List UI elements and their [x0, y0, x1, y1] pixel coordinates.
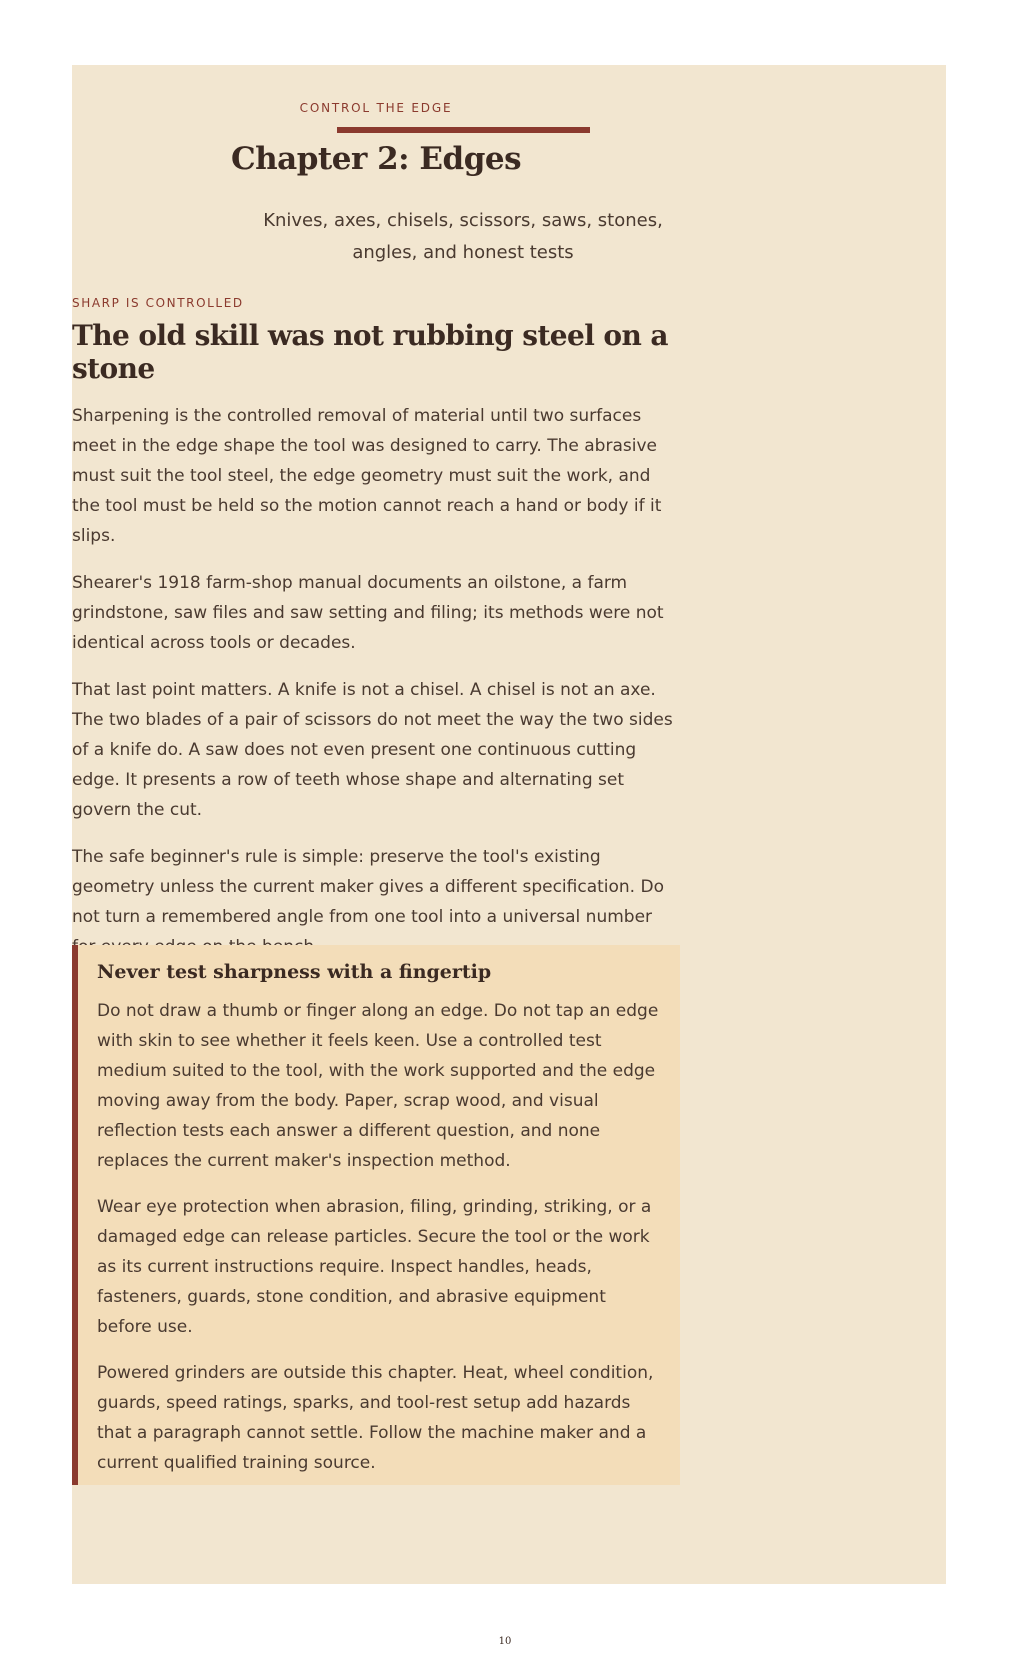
callout-paragraph: Powered grinders are outside this chapter. Heat, wheel condition, guards, speed ratings, sparks, and tool-rest setup add hazards that a paragraph cannot settle. Follow the machine maker and a current qualified training source. — [97, 1363, 654, 1473]
body-paragraph: Shearer's 1918 farm-shop manual documents an oilstone, a farm grindstone, saw files and saw setting and filing; its methods were not identical across tools or decades. — [72, 573, 664, 653]
chapter-kicker: CONTROL THE EDGE — [299, 101, 453, 115]
body-paragraph: Sharpening is the controlled removal of material until two surfaces meet in the edge shape the tool was designed to carry. The abrasive must suit the tool steel, the edge geometry must suit the work, and the tool must be held so the motion cannot reach a hand or body if it slips. — [72, 406, 662, 546]
section-kicker: SHARP IS CONTROLLED — [72, 296, 244, 310]
callout-paragraph: Do not draw a thumb or finger along an edge. Do not tap an edge with skin to see whether it feels keen. Use a controlled test medium suited to the tool, with the work supported and the edge moving away from the body. Paper, scrap wood, and visual reflection tests each answer a different question, and none replaces the current maker's inspection method. — [97, 1001, 659, 1171]
body-paragraph: The safe beginner's rule is simple: preserve the tool's existing geometry unless the current maker gives a different specification. Do not turn a remembered angle from one tool into a universal number — [72, 847, 664, 927]
page-number: 10 — [498, 1636, 512, 1647]
chapter-subtitle: Knives, axes, chisels, scissors, saws, stones, angles, and honest tests — [263, 210, 663, 263]
callout-paragraph: Wear eye protection when abrasion, filing, grinding, striking, or a damaged edge can release particles. Secure the tool or the work as its current instructions require. Inspect handles, heads, fasteners, guards, stone condition, and abrasive equipment before use. — [97, 1197, 652, 1337]
body-paragraph: That last point matters. A knife is not a chisel. A chisel is not an axe. The two blades of a pair of scissors do not meet the way the two sides of a knife do. A saw does not even present one continuous cutting edge. It presents a row of teeth whose shape and alternating set govern the cut. — [72, 680, 673, 820]
chapter-rule — [337, 127, 590, 133]
section-body — [72, 401, 680, 979]
chapter-title: Chapter 2: Edges — [230, 141, 522, 177]
safety-callout — [72, 945, 680, 1485]
section-title: The old skill was not rubbing steel on a stone — [72, 319, 668, 385]
callout-title: Never test sharpness with a fingertip — [97, 961, 492, 983]
